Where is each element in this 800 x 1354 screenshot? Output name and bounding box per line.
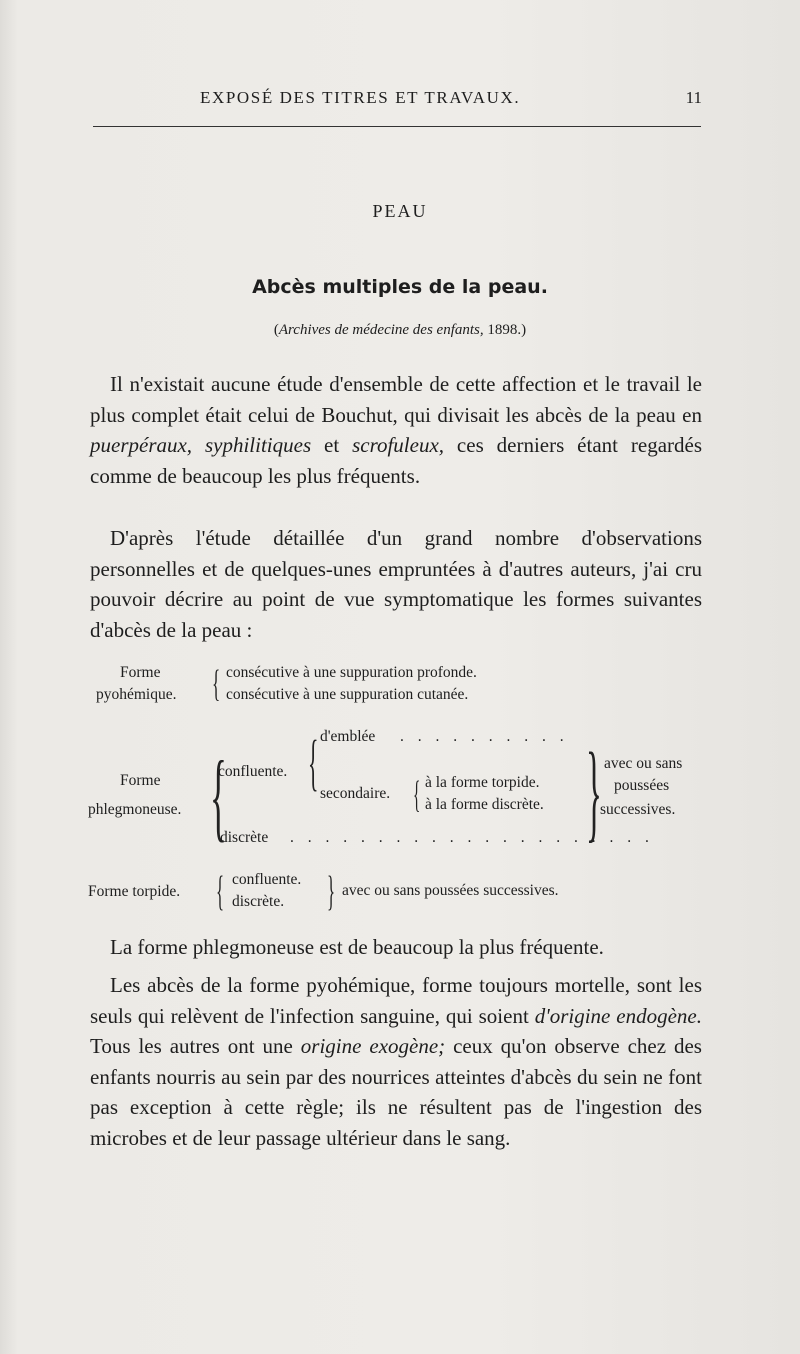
paragraph-3: La forme phlegmoneuse est de beaucoup la plus fréquente.	[110, 935, 604, 959]
brace: {	[216, 869, 225, 915]
article-source: (Archives de médecine des enfants, 1898.)	[273, 322, 527, 338]
brace: {	[308, 729, 319, 797]
running-title: EXPOSÉ DES TITRES ET TRAVAUX.	[200, 88, 521, 107]
brace: }	[586, 730, 602, 852]
brace: {	[413, 774, 421, 816]
paragraph-1: Il n'existait aucune étude d'ensemble de cette affection et le travail le plus complet était celui de Bouchut, qui divisait les abcès de la peau en puerpéraux, syphilitiques et scrofuleux, ces derniers étant regardés comme de beaucoup les plus fréquents.	[90, 372, 703, 488]
source-year: 1898.)	[483, 322, 527, 338]
book-page: EXPOSÉ DES TITRES ET TRAVAUX. 11 PEAU Abcès multiples de la peau. (Archives de médecine des enfants, 1898.) Il n'existait aucune étude d'ensemble de cette affection et le travail le plus complet était celui de Bouchut, qui divisait les abcès de la peau en puerpéraux, syphilitiques et scrofuleux, ces derniers étant regardés comme de beaucoup les plus fréquents. D'après l'étude détaillée d'un grand nombre d'observations personnelles et de quelques-unes empruntées à d'autres auteurs, j'ai cru pouvoir décrire au point de vue symptomatique les formes suivantes d'abcès de la peau : Forme pyohémique. { consécutive à une suppuration profonde. consécutive à une suppuration cutanée. Forme phlegmoneuse. { confluente. { d'emblée . . . . . . . . . . secondaire. { à la forme torpide. à la forme discrète. } avec ou sans poussées successives. discrète . . . . . . . . . . . . . . . . . . . . . Forme torpide. { confluente. discrète. } avec ou sans poussées successives. La forme phlegmoneuse est de beaucoup la plus fréquente. Les abcès de la forme pyohémique, forme toujours mortelle, sont les seuls qui relèvent de l'infection sanguine, qui soient d'origine endogène. Tous les autres ont une origine exogène; ceux qu'on observe chez des enfants nourris au sein par des nourrices atteintes d'abcès du sein ne font pas exception à cette règle; ils ne résultent pas de l'ingestion des microbes et de leur passage ultérieur dans le sang.	[0, 0, 800, 1354]
brace: }	[327, 869, 336, 915]
page-number: 11	[685, 88, 702, 107]
paragraph-2: D'après l'étude détaillée d'un grand nombre d'observations personnelles et de quelques-unes empruntées à d'autres auteurs, j'ai cru pouvoir décrire au point de vue symptomatique les formes suivantes d'abcès de la peau :	[90, 526, 702, 642]
article-title: Abcès multiples de la peau.	[252, 276, 548, 298]
paragraph-4: Les abcès de la forme pyohémique, forme toujours mortelle, sont les seuls qui relèvent de l'infection sanguine, qui soient d'origine endogène. Tous les autres ont une origine exogène; ceux qu'on observe chez des enfants nourris au sein par des nourrices atteintes d'abcès du sein ne font pas exception à cette règle; ils ne résultent pas de l'ingestion des microbes et de leur passage ultérieur dans le sang.	[90, 973, 702, 1150]
header-rule	[93, 126, 701, 127]
section-heading: PEAU	[372, 201, 428, 221]
brace: {	[210, 740, 227, 851]
journal-name: Archives de médecine des enfants,	[278, 322, 484, 338]
brace: {	[212, 663, 221, 705]
